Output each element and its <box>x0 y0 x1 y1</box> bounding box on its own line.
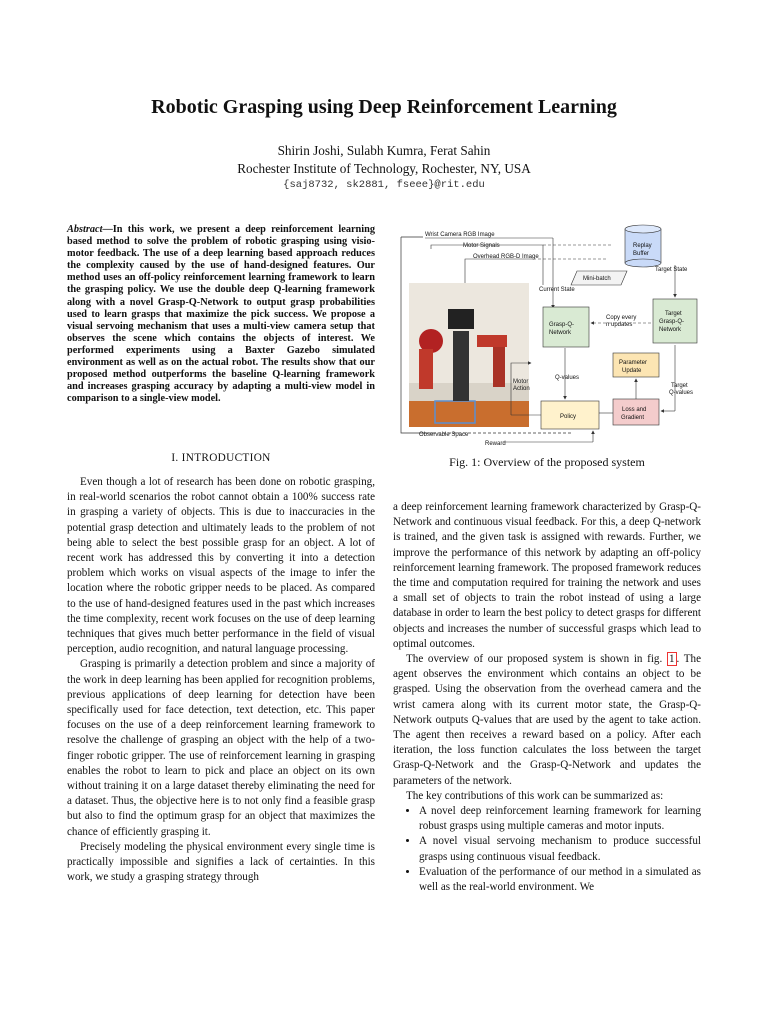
copy-label-2: n updates <box>606 322 633 328</box>
current-state-label: Current State <box>539 287 575 293</box>
target-gq-label-3: Network <box>659 327 682 333</box>
left-column-body <box>67 475 375 885</box>
contribution-list <box>393 804 701 895</box>
abstract-text: —In this work, we present a deep reinforcement learning based method to solve the problem of robotic grasping using visio-motor feedback. The use of a deep learning based approach reduces the complexity caused by the use of hand-designed features. Our method uses an off-policy reinforcement learning framework to learn the grasping policy. We use the double deep Q-learning framework along with a novel Grasp-Q-Network to output grasp probabilities used to learn grasps that maximize the pick success. We propose a visual servoing mechanism that uses a multi-view camera setup that observes the scene which contains the objects of interest. We performed experiments using a Baxter Gazebo simulated environment as well as on the actual robot. The results show that our proposed method outperforms the baseline Q-learning framework and increases grasping accuracy by adapting a multi-view model in comparison to a single-view model. <box>67 224 375 405</box>
figure-1-caption: Fig. 1: Overview of the proposed system <box>449 455 645 469</box>
figure-1-reference-link[interactable]: 1 <box>668 653 675 666</box>
paragraph: Precisely modeling the physical environment every single time is practically impossible and signifies a lack of certainties. In this work, we study a grasping strategy through <box>67 840 375 884</box>
abstract-label: Abstract <box>67 224 103 235</box>
copy-label-1: Copy every <box>606 315 637 321</box>
replay-buffer <box>625 225 661 267</box>
grasp-q-label-2: Network <box>549 330 572 336</box>
list-item: • A novel visual servoing mechanism to produce successful grasps using continuous visual feedback. <box>419 834 701 864</box>
loss-label-2: Gradient <box>621 415 645 421</box>
figure-1-system-diagram <box>393 223 701 445</box>
reward-label: Reward <box>485 441 506 445</box>
mini-batch-label: Mini-batch <box>583 276 611 282</box>
author-list: Shirin Joshi, Sulabh Kumra, Ferat Sahin <box>277 143 491 158</box>
observable-space-label: Observable Space <box>419 432 469 438</box>
right-column-body <box>393 500 701 895</box>
label-motor-signals: Motor Signals <box>463 243 500 249</box>
section-heading-introduction: I. INTRODUCTION <box>171 452 271 464</box>
target-qv-label-2: Q-values <box>669 390 694 396</box>
list-item: • A novel deep reinforcement learning framework for learning robust grasps using multiple cameras and motor inputs. <box>419 804 701 834</box>
abstract <box>67 224 375 405</box>
motor-action-label-1: Motor <box>513 379 529 385</box>
q-values-label: Q-values <box>555 375 580 381</box>
author-emails: {saj8732, sk2881, fseee}@rit.edu <box>283 179 485 191</box>
paragraph: Even though a lot of research has been done on robotic grasping, in real-world scenarios the robot cannot obtain a 100% success rate in grasping a variety of objects. This is due to inaccuracies in the potential grasp detection and ultimately leads to the problem of not being able to select the best possible grasp for an object. A lot of recent work has addressed this by converting it into a detection problem which works on visual aspects of the image to infer the location where the robotic gripper needs to be placed. As compared to the use of hand-designed features used in the past which increases the time complexity, recent work focuses on the use of deep learning techniques that gives much better performance in the field of visual perception, audio recognition, and natural language processing. <box>67 476 375 656</box>
paragraph <box>393 652 701 789</box>
replay-label-1: Replay <box>633 243 652 249</box>
affiliation: Rochester Institute of Technology, Rochester, NY, USA <box>237 161 531 176</box>
overview-text-b: . The agent observes the environment which contains an object to be grasped. Using the observation from the overhead camera and the wrist camera along with its current motor state, the Grasp-Q-Network outputs Q-values that are used by the agent to take action. The agent then receives a reward based on a policy. After each iteration, the loss function calculates the loss between the target Grasp-Q-Network and the Grasp-Q-Network and updates the parameters of the network. <box>393 653 701 787</box>
motor-action-label-2: Action <box>513 386 530 392</box>
label-wrist-camera: Wrist Camera RGB Image <box>425 232 495 238</box>
policy-label: Policy <box>560 414 577 420</box>
target-gq-label-2: Grasp-Q- <box>659 319 685 325</box>
target-qv-label-1: Target <box>671 383 688 389</box>
paragraph: Grasping is primarily a detection problem and since a majority of the work in deep learning has been applied for recognition problems, previous applications of deep learning for detection have been specifically used for face detection, text detection, etc. This paper focuses on the use of a deep reinforcement learning framework to resolve the challenge of grasping an object with the help of a two-finger robotic gripper. The use of reinforcement learning in grasping enables the robot to learn to pick and place an object on its own without training it on a large dataset thereby eliminating the need for a dataset. Thus, the objective here is to not only find a feasible grasp but also to find the optimum grasp for an object that maximizes the chance of efficiently grasping it. <box>67 658 375 838</box>
label-overhead-image: Overhead RGB-D Image <box>473 254 539 260</box>
param-label-2: Update <box>622 368 642 374</box>
paragraph: a deep reinforcement learning framework characterized by Grasp-Q-Network and continuous visual feedback. For this, a deep Q-network is trained, and the given task is assigned with rewards. Further, we improve the performance of this network by adapting an off-policy reinforcement learning framework. The proposed framework reduces the time and computation required for training the network and uses a small set of objects to train the robot instead of using a large database in order to learn the best policy to detect grasps for different objects and increases the number of successful grasps which lead to optimal outcomes. <box>393 501 701 650</box>
target-state-label: Target State <box>655 267 688 273</box>
param-label-1: Parameter <box>619 360 648 366</box>
replay-label-2: Buffer <box>633 251 649 257</box>
grasp-q-label-1: Grasp-Q- <box>549 322 575 328</box>
loss-label-1: Loss and <box>622 407 647 413</box>
overview-text-a: The overview of our proposed system is shown in fig. <box>406 653 663 666</box>
paragraph: The key contributions of this work can be summarized as: <box>406 789 664 802</box>
paper-title: Robotic Grasping using Deep Reinforcement Learning <box>151 96 617 118</box>
list-item: • Evaluation of the performance of our method in a simulated as well as the real-world environment. We <box>419 865 701 895</box>
target-gq-label-1: Target <box>665 311 682 317</box>
